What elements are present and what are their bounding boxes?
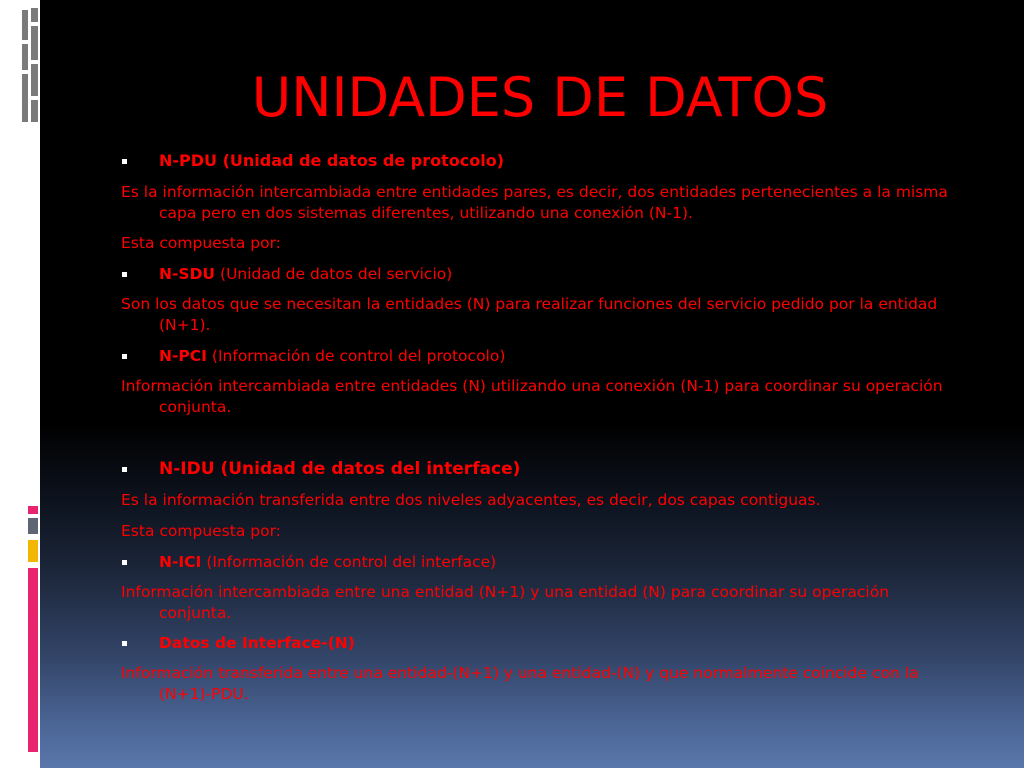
decor-bar	[31, 64, 38, 96]
para-line: Información intercambiada entre entidades (N) utilizando una conexión (N-1) para coordinar su operación	[121, 377, 943, 395]
bullet-text	[159, 551, 496, 573]
para-line: Es la información transferida entre dos niveles adyacentes, es decir, dos capas contiguas.	[121, 491, 821, 509]
bullet-description: (Información de control del interface)	[206, 553, 497, 571]
decor-bar	[22, 10, 28, 40]
bullet-text	[159, 263, 452, 285]
decor-bar	[22, 44, 28, 70]
bullet-square-icon	[122, 641, 127, 646]
para-line: Información intercambiada entre una entidad (N+1) y una entidad (N) para coordinar su operación	[121, 583, 890, 601]
para-n-ici-description	[121, 582, 889, 624]
bullet-datos-de-interface	[122, 632, 982, 654]
bullet-term: Datos de Interface-(N)	[159, 634, 355, 652]
bullet-term: N-IDU (Unidad de datos del interface)	[159, 459, 521, 479]
bullet-square-icon	[122, 354, 127, 359]
para-line: Esta compuesta por:	[121, 522, 281, 540]
para-n-idu-description	[121, 490, 821, 511]
bullet-term: N-ICI	[159, 553, 202, 571]
accent-bar-yellow	[28, 540, 38, 562]
slide-title: UNIDADES DE DATOS	[251, 66, 829, 129]
para-line: Información transferida entre una entidad-(N+1) y una entidad-(N) y que normalmente coincide con la	[121, 664, 919, 682]
bullet-description: (Unidad de datos del servicio)	[220, 265, 453, 283]
decor-bar	[31, 26, 38, 60]
bullet-n-idu	[122, 457, 982, 481]
bullet-square-icon	[122, 560, 127, 565]
bullet-term: N-PCI	[159, 347, 207, 365]
decor-bar	[31, 8, 38, 22]
bullet-n-pdu	[122, 150, 982, 172]
accent-bar-pink-long	[28, 568, 38, 752]
para-line: Esta compuesta por:	[121, 234, 281, 252]
para-line: conjunta.	[159, 604, 232, 622]
para-esta-compuesta-por	[121, 233, 281, 254]
bullet-text	[159, 345, 505, 367]
decor-bar	[31, 100, 38, 122]
bullet-n-pci	[122, 345, 982, 367]
bullet-term: N-PDU (Unidad de datos de protocolo)	[159, 151, 505, 170]
para-line: (N+1)-PDU.	[159, 685, 249, 703]
bullet-term: N-SDU	[159, 265, 216, 283]
bullet-description: (Información de control del protocolo)	[211, 347, 506, 365]
decor-bar	[22, 74, 28, 122]
para-line: conjunta.	[159, 398, 232, 416]
para-line: capa pero en dos sistemas diferentes, utilizando una conexión (N-1).	[159, 204, 693, 222]
para-line: (N+1).	[159, 316, 211, 334]
bullet-n-ici	[122, 551, 982, 573]
para-esta-compuesta-por	[121, 521, 281, 542]
accent-bar-pink-small	[28, 506, 38, 514]
para-line: Es la información intercambiada entre entidades pares, es decir, dos entidades pertenecientes a la misma	[121, 183, 948, 201]
para-n-pci-description	[121, 376, 943, 418]
left-white-strip	[0, 0, 40, 768]
para-n-pdu-description	[121, 182, 948, 224]
bullet-n-sdu	[122, 263, 982, 285]
para-datos-de-interface-description	[121, 663, 919, 705]
para-line: Son los datos que se necesitan la entidades (N) para realizar funciones del servicio pedido por la entidad	[121, 295, 938, 313]
para-n-sdu-description	[121, 294, 937, 336]
bullet-square-icon	[122, 467, 127, 472]
bullet-square-icon	[122, 272, 127, 277]
accent-bar-gray	[28, 518, 38, 534]
bullet-square-icon	[122, 159, 127, 164]
